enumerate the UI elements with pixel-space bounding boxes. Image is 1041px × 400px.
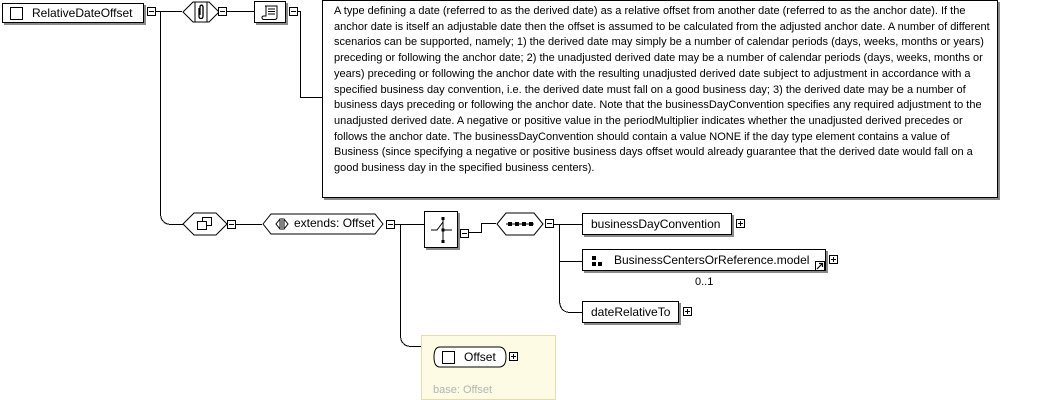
complex-content-node[interactable] (182, 212, 228, 236)
documentation-collapse-toggle[interactable] (289, 7, 298, 16)
reference-arrow-icon (815, 261, 825, 271)
sequence-collapse-toggle[interactable] (545, 219, 554, 228)
annotation-collapse-toggle[interactable] (218, 7, 227, 16)
element-date-relative-to-label: dateRelativeTo (591, 305, 671, 319)
complex-type-icon (442, 351, 455, 364)
documentation-text: A type defining a date (referred to as the derived date) as a relative offset from another date (referred to as the anchor date). If the anchor date is itself an adjustable date then the offset is assumed to be calculated from the adjusted anchor date. A number of different scenarios can be supported, namely; 1) the derived date may simply be a number of calendar periods (days, weeks, months or years) preceding or following the anchor date; 2) the unadjusted derived date may be a number of calendar periods (days, weeks, months or years) preceding or following the anchor date with the resulting unadjusted derived date subject to adjustment in accordance with a specified business day convention, i.e. the derived date must fall on a good business day; 3) the derived date may be a number of business days preceding or following the anchor date. Note that the businessDayConvention specifies any required adjustment to the unadjusted derived date. A negative or positive value in the periodMultiplier indicates whether the unadjusted derived precedes or follows the anchor date. The businessDayConvention should contain a value NONE if the day type element contains a value of Business (since specifying a negative or positive business days offset would already guarantee that the derived date would fall on a good business day in the specified business centers). (334, 5, 990, 175)
business-centers-expand-toggle[interactable] (829, 255, 838, 264)
group-business-centers-or-reference[interactable] (582, 249, 826, 271)
root-type-label: RelativeDateOffset (32, 6, 133, 20)
complex-content-icon (196, 217, 214, 231)
annotation-node[interactable] (182, 1, 220, 23)
model-group-icon (592, 256, 604, 268)
extension-node[interactable] (262, 213, 384, 235)
documentation-text-panel (322, 0, 998, 198)
group-business-centers-label: BusinessCentersOrReference.model (614, 253, 810, 267)
complex-type-icon (10, 7, 23, 20)
documentation-node[interactable] (254, 1, 286, 23)
occurrence-label: 0..1 (695, 276, 714, 288)
base-type-expand-toggle[interactable] (509, 352, 518, 361)
choice-collapse-toggle[interactable] (460, 229, 469, 238)
scroll-document-icon (261, 4, 281, 21)
complex-content-collapse-toggle[interactable] (227, 220, 236, 229)
element-date-relative-to[interactable] (582, 301, 679, 323)
choice-icon (428, 215, 456, 245)
base-type-label: Offset (464, 350, 496, 364)
extension-collapse-toggle[interactable] (386, 220, 395, 229)
extension-label: extends: Offset (294, 216, 375, 230)
sequence-compositor-node[interactable] (496, 212, 544, 236)
business-day-convention-expand-toggle[interactable] (736, 219, 745, 228)
date-relative-to-expand-toggle[interactable] (683, 307, 692, 316)
base-type-node[interactable] (433, 346, 507, 368)
base-type-caption: base: Offset (433, 384, 493, 396)
element-business-day-convention[interactable] (582, 213, 732, 235)
root-collapse-toggle[interactable] (147, 7, 156, 16)
element-business-day-convention-label: businessDayConvention (591, 217, 721, 231)
root-type-node[interactable] (2, 3, 144, 23)
extension-arrows-icon (275, 218, 289, 230)
paperclip-icon (196, 4, 206, 20)
sequence-icon (506, 221, 534, 227)
choice-compositor-node[interactable] (424, 211, 458, 248)
